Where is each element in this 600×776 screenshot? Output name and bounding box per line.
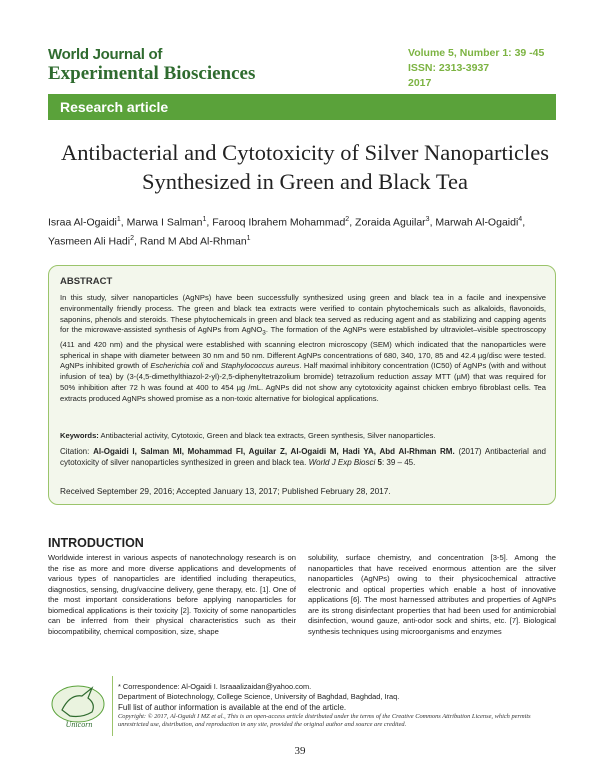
author: Marwa I Salman (126, 216, 203, 229)
footer-divider (112, 676, 113, 736)
keywords: Keywords: Antibacterial activity, Cytotoxic, Green and black tea extracts, Green synthesis, Silver nanoparticles. (60, 431, 436, 440)
author: Farooq Ibrahem Mohammad (212, 216, 346, 229)
intro-column-left: Worldwide interest in various aspects of nanotechnology research is on the rise as more and more diverse applications and developments of various types of nanoparticles are identified including therapeutics, diagnostics, sensing, drug/vaccine delivery, gene therapy, etc. [1]. One of the most important considerations before applying nanoparticles for biomedical applications is their toxicity [2]. Toxicity of some nanoparticles can be inferred from their physical characteristics such as their biocompatibility, chemical composition, size, shape (48, 553, 296, 636)
publication-dates: Received September 29, 2016; Accepted January 13, 2017; Published February 28, 2017. (60, 486, 391, 496)
journal-issn: ISSN: 2313-3937 (408, 62, 490, 74)
author: Israa Al-Ogaidi (48, 216, 117, 229)
introduction-heading: INTRODUCTION (48, 536, 144, 550)
svg-text:Unicorn: Unicorn (65, 720, 93, 729)
citation: Citation: Al-Ogaidi I, Salman MI, Mohammad FI, Aguilar Z, Al-Ogaidi M, Hadi YA, Abd Al-Rhman RM. (2017) Antibacterial and cytotoxicity of silver nanoparticles synthesized in green and black tea. World J Exp Biosci 5: 39 – 45. (60, 447, 546, 468)
article-type-banner (48, 94, 556, 120)
author-list: Israa Al-Ogaidi$^1$, Marwa I Salman$^1$, Farooq Ibrahem Mohammad$^2$, Zoraida Aguilar$^3$, Marwah Al-Ogaidi$^4$, Yasmeen Ali Hadi$^2$, Rand M Abd Al-Rhman$^1$ (48, 216, 526, 247)
journal-name-line1: World Journal of (48, 46, 163, 63)
author-info-note: Full list of author information is available at the end of the article. (118, 703, 347, 712)
author: Marwah Al-Ogaidi (435, 216, 519, 229)
author: Rand M Abd Al-Rhman (139, 235, 247, 247)
article-type-label: Research article (60, 99, 169, 115)
journal-year: 2017 (408, 77, 432, 89)
unicorn-logo (48, 680, 110, 730)
abstract-heading: ABSTRACT (60, 276, 113, 287)
correspondence: * Correspondence: Al-Ogaidi I. Israaalizaidan@yahoo.com. Department of Biotechnology, College Science, University of Baghdad, Baghdad, Iraq. (118, 682, 400, 701)
author: Yasmeen Ali Hadi (48, 235, 131, 247)
journal-volume: Volume 5, Number 1: 39 -45 (408, 47, 545, 59)
copyright-notice: Copyright: © 2017, Al-Ogaidi I MZ et al., This is an open-access article distributed under the terms of the Creative Commons Attribution License, which permits unrestricted use, distribution, and reproduction in any site, provided the original author and source are credited. (118, 713, 531, 729)
intro-column-right: solubility, surface chemistry, and concentration [3-5]. Among the nanoparticles that have received enormous attention are the silver nanoparticles (AgNPs) owing to their physicochemical attractive electronic and optical properties which enable a host of innovative applications [6]. The most harnessed attributes and properties of AgNPs are its strong disinfectant properties that had been used for antimicrobial disinfection, wound gauze, anti-odor sock and shirts, etc. [7]. Biological synthesis techniques using microorganisms and enzymes (308, 553, 556, 636)
journal-name-line2: Experimental Biosciences (48, 63, 256, 84)
page-number: 39 (294, 745, 306, 757)
author: Zoraida Aguilar (355, 216, 426, 229)
abstract-text: In this study, silver nanoparticles (AgNPs) have been successfully synthesized using green and black tea in a facile and inexpensive environmentally friendly process. The green and black tea extracts were verified to contain phytochemicals such as alkaloids, flavonoids, saponins, phenols and steroids. These phytochemicals in green and black tea served as reducing agent and as stabilizing and capping agents for the microwave-assisted synthesis of AgNPs from AgNO$_3$. The formation of the AgNPs were established by ultraviolet–visible spectroscopy (411 and 420 nm) and the physical were established with scanning electron microscopy (SEM) which indicated that the nanoparticles were spherical in shape with diameter between 30 nm and 50 nm. Different AgNPs concentrations of 680, 340, 170, 85 and 42.4 µg/disc were tested. AgNPs inhibited growth of Escherichia coli and Staphylococcus aureus. Half maximal inhibitory concentration (IC50) of AgNPs (with and without infusion of tea) by (3-(4,5-dimethylthiazol-2-yl)-2,5-diphenyltetrazolium bromide) tetrazolium reduction assay MTT (µM) that was required for 50% inhibition after 72 h was found at 400 to 454 µg /mL. AgNPs did not show any cytotoxicity against chicken embryo fibroblast cells. Tea extracts produced AgNPs showed promise as a non-toxic alternative for biological applications. (60, 293, 547, 403)
article-title: Antibacterial and Cytotoxicity of Silver Nanoparticles Synthesized in Green and Black Tea (61, 140, 549, 194)
